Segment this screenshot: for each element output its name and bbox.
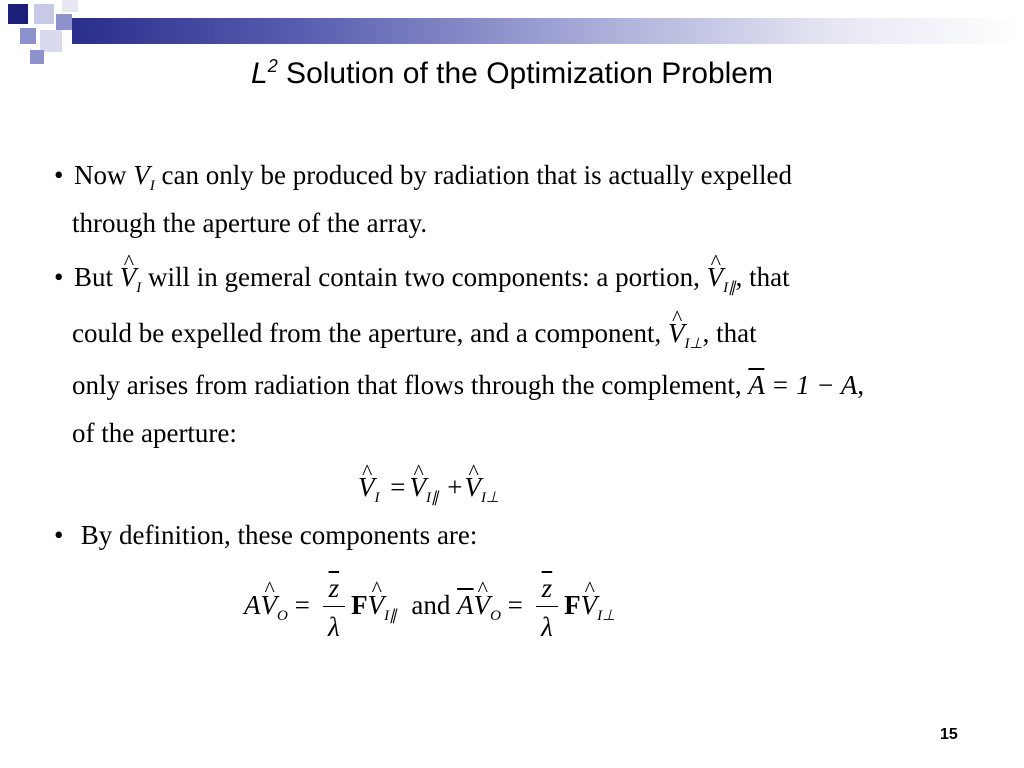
complement-equation: = 1 − A [764,370,858,400]
sub-I-perp: I⊥ [597,608,616,625]
sub-I-par: I∥ [723,280,736,296]
numerator-z: $\overline{z}$ [536,572,559,607]
title-gradient-bar [72,18,1024,44]
bullet-3-line [54,522,477,549]
symbol-F: F [564,590,581,621]
bullet-2-line-4: of the aperture: [72,418,237,448]
and-word: and [411,590,451,621]
symbol-F: F [351,590,368,621]
symbol-A-bar: $\overline{A}$ [457,590,474,621]
numerator-z: $\overline{z}$ [323,572,346,607]
symbol-A: A [244,590,261,621]
deco-square-2 [34,4,54,24]
deco-square-1 [8,4,28,24]
sub-O: O [277,608,288,625]
symbol-V-hat: ^ V [358,474,375,501]
bullet-2-line-3 [72,372,864,399]
bullet-2-text-f: only arises from radiation that flows through the complement, [72,370,749,400]
symbol-V-hat: ^ V [409,474,426,501]
symbol-V-hat: ^ V [368,589,385,621]
bullet-2-text-d: could be expelled from the aperture, and a component, [72,318,669,348]
symbol-V-hat: ^ V [120,264,137,291]
plus-sign: + [447,472,463,502]
deco-square-7 [62,0,78,12]
sub-O: O [490,608,501,625]
symbol-V-hat: ^ V [261,589,278,621]
bullet-2-text-b: will in gemeral contain two components: a portion, [141,262,707,292]
bullet-3-text: By definition, these components are: [80,520,478,550]
fraction-z-over-lambda [536,572,559,644]
bullet-2-text-a: But [74,262,120,292]
bullet-2-text-c: that [742,262,790,292]
symbol-V-hat: ^ V [474,589,491,621]
deco-square-4 [20,28,36,44]
comma: , [857,370,865,400]
bullet-2-line-2: could be expelled from the aperture, and a component, ^ $V_{I\perp}$, that [72,320,757,352]
title-superscript: 2 [267,56,278,76]
sub-I: I [374,490,380,506]
sub-I: I [149,178,155,194]
bullet-dot: • [54,262,64,292]
bullet-1-text-a: Now [74,160,134,190]
bullet-1-text-b: can only be produced by radiation that is actually expelled [154,160,793,190]
sub-I: I [136,280,142,296]
symbol-V-hat: ^ V [581,589,598,621]
sub-I-perp: I⊥ [684,336,703,352]
definition-equations [244,572,615,644]
symbol-V-hat: ^ V [464,474,481,501]
bullet-dot: • [54,520,64,550]
symbol-V-hat: ^ V [668,320,685,347]
symbol-V: V [133,160,150,190]
fraction-z-over-lambda [323,572,346,644]
equals-sign: = [294,590,310,621]
slide-title [0,56,1024,91]
title-text: Solution of the Optimization Problem [277,57,773,90]
decomposition-equation [358,474,499,506]
bullet-2-line-1: • But ^ $V_I$ will in gemeral contain two components: a portion, ^ $V_{I\parallel}$, that [54,264,790,296]
bullet-dot: • [54,160,64,190]
deco-square-5 [40,30,62,52]
sub-I-par: I∥ [384,608,397,625]
deco-square-3 [56,14,72,30]
bullet-2-text-e: that [709,318,757,348]
symbol-V-hat: ^ V [707,264,724,291]
denominator-lambda: λ [541,612,553,643]
bullet-1-line-1 [54,162,792,194]
sub-I-par: I∥ [425,490,439,506]
title-prefix: L [251,57,268,90]
sub-I-perp: I⊥ [480,490,500,506]
equals-sign: = [507,590,523,621]
symbol-A-bar: $\overline{A}$ [748,370,765,400]
page-number: 15 [940,726,958,743]
equals-sign: = [390,472,406,502]
denominator-lambda: λ [327,612,340,643]
bullet-1-line-2: through the aperture of the array. [72,208,428,238]
